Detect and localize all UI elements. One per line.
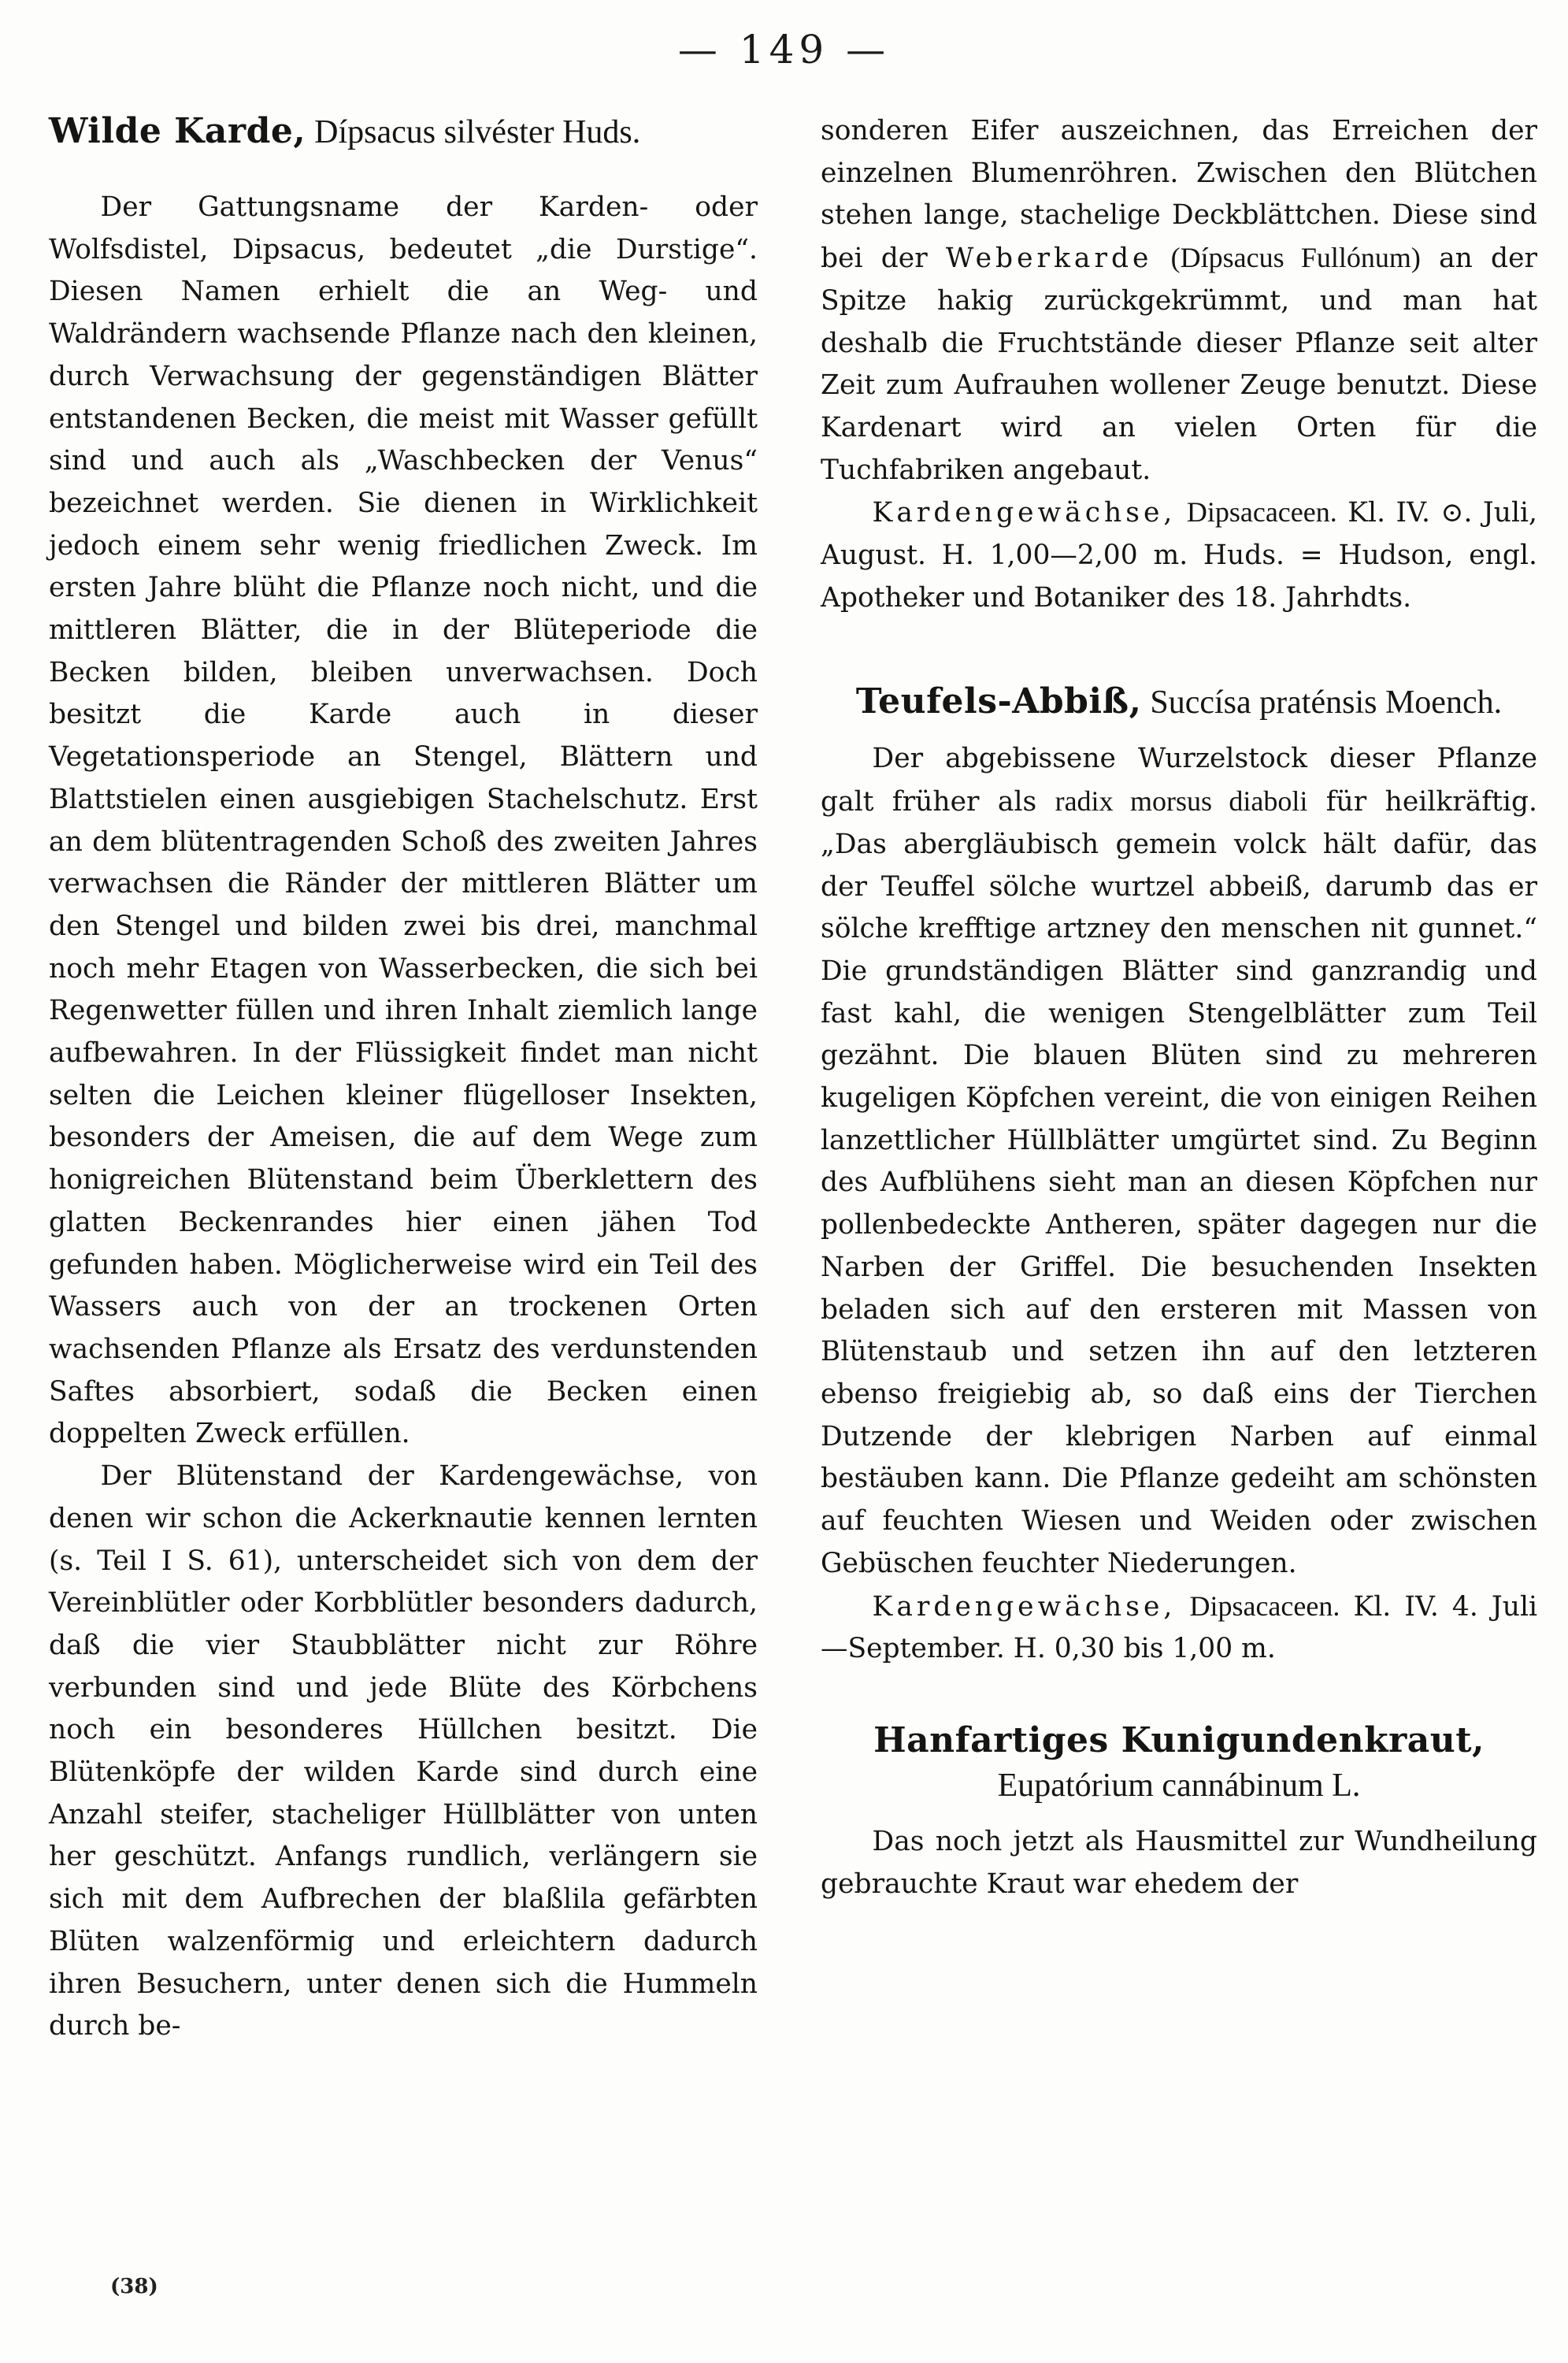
paragraph-continued	[821, 110, 1537, 492]
paragraph: Das noch jetzt als Hausmittel zur Wundheilung gebrauchte Kraut war ehedem der	[821, 1825, 1537, 1900]
taxonomy-details: Kl. IV. ⊙. Juli, August. H. 1,00—2,00 m. Huds. = Hudson, engl. Apotheker und Botaniker des 18. Jahrhdts.	[821, 497, 1537, 614]
family-latin: Dipsacaceen.	[1189, 1590, 1340, 1622]
family-latin: Dipsacaceen.	[1186, 496, 1337, 529]
section-heading-kunigundenkraut	[821, 1719, 1537, 1808]
family-name: Kardengewächse,	[872, 497, 1177, 529]
heading-german-name: Wilde Karde,	[49, 111, 306, 151]
printer-signature: (38)	[110, 2275, 158, 2298]
section-heading-wilde-karde	[49, 110, 758, 155]
paragraph-text: an der Spitze hakig zurückgekrümmt, und man hat deshalb die Fruchtstände dieser Pflanze seit alter Zeit zum Aufrauhen wollener Zeuge benutzt. Diese Kardenart wird an vielen Orten für die Tuchfabriken angebaut.	[821, 243, 1538, 486]
family-name: Kardengewächse,	[872, 1590, 1177, 1623]
left-column	[49, 110, 758, 2048]
heading-latin-name: Succísa praténsis Moench.	[1150, 684, 1503, 722]
heading-german-name: Teufels-Abbiß,	[855, 681, 1142, 722]
heading-latin-name: Eupatórium cannábinum L.	[997, 1767, 1361, 1804]
emphasized-term: Weberkarde	[945, 243, 1153, 275]
paragraph-text: für heilkräftig. „Das abergläubisch gemein volck hält dafür, das der Teuffel sölche wurtzel abbeiß, darumb das er sölche krefftige artzney den menschen nit gunnet.“ Die grundständigen Blätter sind ganzrandig und fast kahl, die wenigen Stengelblätter zum Teil gezähnt. Die blauen Blüten sind zu mehreren kugeligen Köpfchen vereint, die von einigen Reihen lanzettlicher Hüllblätter umgürtet sind. Zu Beginn des Aufblühens sieht man an diesen Köpfchen nur pollenbedeckte Antheren, später dagegen nur die Narben der Griffel. Die besuchenden Insekten beladen sich auf den ersteren mit Massen von Blütenstaub und setzen ihn auf den letzteren ebenso freigiebig ab, so daß eins der Tierchen Dutzende der klebrigen Narben auf einmal bestäuben kann. Die Pflanze gedeiht am schönsten auf feuchten Wiesen und Weiden oder zwischen Gebüschen feuchter Niederungen.	[821, 786, 1537, 1579]
heading-latin-name: Dípsacus silvéster Huds.	[314, 114, 641, 150]
paragraph-text: sonderen Eifer auszeichnen, das Erreichen der einzelnen Blumenröhren. Zwischen den Blütchen stehen lange, stachelige Deckblättchen. Diese sind bei der	[821, 115, 1537, 275]
taxonomy-details: Kl. IV. 4. Juli—September. H. 0,30 bis 1,00 m.	[821, 1590, 1538, 1665]
paragraph	[821, 738, 1537, 1585]
right-column	[821, 110, 1537, 1905]
paragraph: Der Gattungsname der Karden- oder Wolfsdistel, Dipsacus, bedeutet „die Durstige“. Diesen Namen erhielt die an Weg- und Waldrändern wachsende Pflanze nach den kleinen, durch Verwachsung der gegenständigen Blätter entstandenen Becken, die meist mit Wasser gefüllt sind und auch als „Waschbecken der Venus“ bezeichnet werden. Sie dienen in Wirklichkeit jedoch einem sehr wenig friedlichen Zweck. Im ersten Jahre blüht die Pflanze noch nicht, und die mittleren Blätter, die in der Blüteperiode die Becken bilden, bleiben unverwachsen. Doch besitzt die Karde auch in dieser Vegetationsperiode an Stengel, Blättern und Blattstielen einen ausgiebigen Stachelschutz. Erst an dem blütentragenden Schoß des zweiten Jahres verwachsen die Ränder der mittleren Blätter um den Stengel und bilden zwei bis drei, manchmal noch mehr Etagen von Wasserbecken, die sich bei Regenwetter füllen und ihren Inhalt ziemlich lange aufbewahren. In der Flüssigkeit findet man nicht selten die Leichen kleiner flügelloser Insekten, besonders der Ameisen, die auf dem Wege zum honigreichen Blütenstand beim Überklettern des glatten Beckenrandes hier einen jähen Tod gefunden haben. Möglicherweise wird ein Teil des Wassers auch von der an trockenen Orten wachsenden Pflanze als Ersatz des verdunstenden Saftes absorbiert, sodaß die Becken einen doppelten Zweck erfüllen.	[49, 191, 758, 1450]
heading-german-name: Hanfartiges Kunigundenkraut,	[873, 1719, 1485, 1760]
paragraph: Der Blütenstand der Kardengewächse, von denen wir schon die Ackerknautie kennen lernten (s. Teil I S. 61), unterscheidet sich von dem der Vereinblütler oder Korbblütler besonders dadurch, daß die vier Staubblätter nicht zur Röhre verbunden sind und jede Blüte des Körbchens noch ein besonderes Hüllchen besitzt. Die Blütenköpfe der wilden Karde sind durch eine Anzahl steifer, stacheliger Hüllblätter von unten her geschützt. Anfangs rundlich, verlängern sie sich mit dem Aufbrechen der blaßlila gefärbten Blüten walzenförmig und erleichtern dadurch ihren Besuchern, unter denen sich die Hummeln durch be-	[49, 1460, 758, 2042]
taxonomy-note	[821, 1586, 1537, 1671]
page-number: — 149 —	[677, 27, 891, 72]
paragraph-text: Der abgebissene Wurzelstock dieser Pflanze galt früher als	[821, 743, 1537, 818]
latin-name: (Dípsacus Fullónum)	[1170, 242, 1421, 274]
section-heading-teufels-abbiss	[821, 681, 1537, 725]
taxonomy-note	[821, 492, 1537, 619]
latin-name: radix morsus diaboli	[1055, 785, 1308, 818]
